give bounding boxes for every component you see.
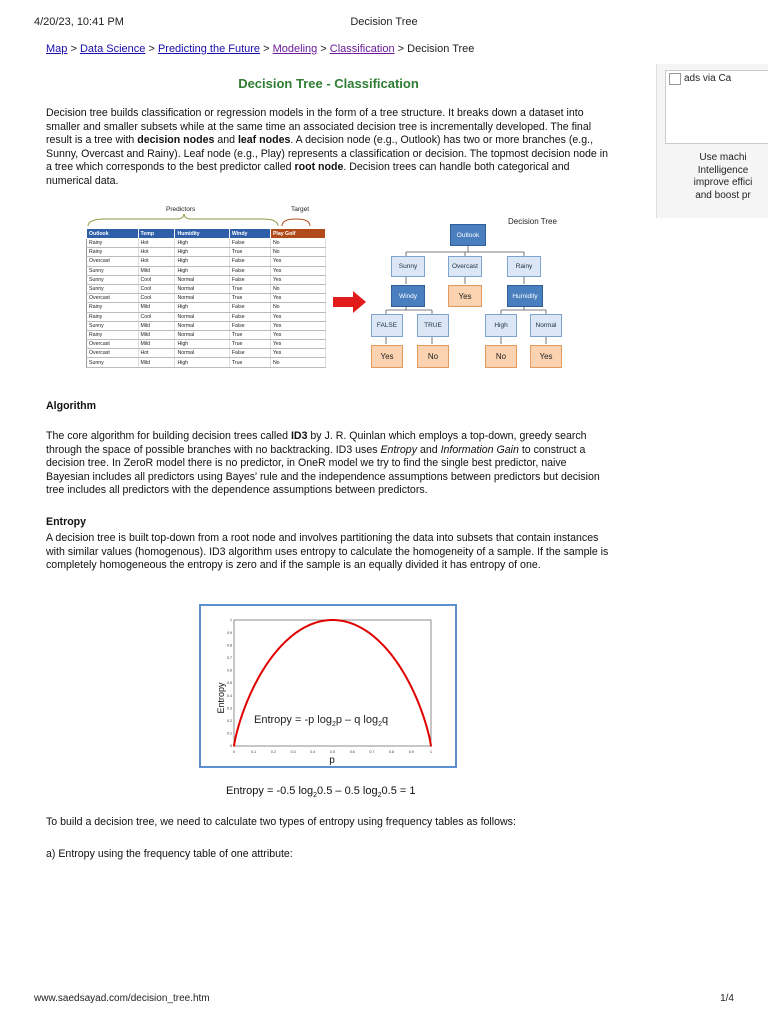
red-arrow-icon bbox=[333, 291, 367, 313]
table-cell: Hot bbox=[138, 239, 175, 248]
table-header: Play Golf bbox=[270, 229, 325, 239]
table-header: Humidity bbox=[175, 229, 229, 239]
algorithm-paragraph: The core algorithm for building decision trees called ID3 by J. R. Quinlan which employs a top-down, greedy search through the space of possible branches with no backtracking. ID3 uses Entropy and Information Gain to construct a decision tree. In ZeroR model there is no predictor, in OneR model we try to find the single best predictor, naive Bayesian includes all predictors using Bayes' rule and the independence assumptions between predictors but decision tree includes all predictors with the dependence assumptions between predictors. bbox=[46, 430, 600, 496]
algorithm-heading: Algorithm bbox=[46, 400, 97, 412]
data-point bbox=[332, 619, 334, 621]
tree-node-false: FALSE bbox=[371, 314, 403, 337]
table-cell: Sunny bbox=[87, 321, 139, 330]
table-row bbox=[87, 340, 326, 349]
tree-leaf: No bbox=[417, 345, 449, 368]
table-cell: False bbox=[229, 239, 270, 248]
data-point bbox=[253, 686, 255, 688]
x-tick-label: 0.8 bbox=[389, 750, 395, 754]
data-point bbox=[233, 745, 235, 747]
data-point bbox=[292, 634, 294, 636]
table-cell: False bbox=[229, 266, 270, 275]
table-cell: High bbox=[175, 257, 229, 266]
table-row bbox=[87, 330, 326, 339]
tree-title: Decision Tree bbox=[508, 217, 557, 226]
table-cell: Overcast bbox=[87, 349, 139, 358]
build-paragraph: To build a decision tree, we need to calculate two types of entropy using frequency tables as follows: bbox=[46, 816, 516, 828]
table-cell: Hot bbox=[138, 248, 175, 257]
tree-node-sunny: Sunny bbox=[391, 256, 425, 277]
table-row bbox=[87, 266, 326, 275]
table-cell: Normal bbox=[175, 275, 229, 284]
breadcrumb-item[interactable]: Modeling bbox=[272, 43, 318, 55]
tree-node-normal: Normal bbox=[530, 314, 562, 337]
table-row bbox=[87, 248, 326, 257]
table-cell: True bbox=[229, 284, 270, 293]
table-row bbox=[87, 303, 326, 312]
breadcrumb-separator: > bbox=[317, 43, 330, 55]
data-point bbox=[235, 735, 237, 737]
predictors-brace bbox=[86, 214, 326, 228]
page-number: 1/4 bbox=[720, 993, 734, 1004]
y-tick-label: 0.2 bbox=[227, 719, 232, 723]
table-cell: True bbox=[229, 248, 270, 257]
table-cell: False bbox=[229, 303, 270, 312]
y-tick-label: 0.9 bbox=[227, 630, 232, 635]
page-title: Decision Tree - Classification bbox=[238, 76, 419, 91]
table-cell: Overcast bbox=[87, 340, 139, 349]
ad-line: Intelligence bbox=[697, 164, 749, 176]
breadcrumb-item: Decision Tree bbox=[407, 43, 475, 55]
table-cell: Yes bbox=[270, 266, 325, 275]
x-tick-label: 0.1 bbox=[251, 750, 257, 754]
table-cell: True bbox=[229, 294, 270, 303]
ad-line: improve effici bbox=[693, 177, 753, 188]
y-tick-label: 0.5 bbox=[227, 681, 232, 686]
table-cell: Sunny bbox=[87, 266, 139, 275]
breadcrumb-separator: > bbox=[394, 43, 408, 55]
entropy-chart bbox=[199, 604, 457, 768]
table-cell: Cool bbox=[138, 275, 175, 284]
tree-leaf-overcast: Yes bbox=[448, 285, 482, 307]
table-cell: Mild bbox=[138, 330, 175, 339]
table-row bbox=[87, 312, 326, 321]
x-tick-label: 0.9 bbox=[408, 750, 414, 754]
data-point bbox=[420, 709, 422, 711]
table-cell: False bbox=[229, 312, 270, 321]
entropy-formula: Entropy = -p $\log_2p$ – q $\log_2q$ bbox=[254, 714, 389, 728]
table-header: Outlook bbox=[87, 229, 139, 239]
tree-node-humidity: Humidity bbox=[507, 285, 543, 307]
entropy-equation: Entropy = -0.5 $\log_20.5 - 0.5$ $\log_20.5 = 1$ bbox=[226, 785, 416, 800]
print-footer bbox=[34, 993, 734, 1004]
table-cell: True bbox=[229, 340, 270, 349]
y-tick-label: 0.7 bbox=[227, 656, 232, 660]
table-cell: Yes bbox=[270, 312, 325, 321]
ad-line: Use machi bbox=[699, 152, 747, 163]
table-cell: Mild bbox=[138, 303, 175, 312]
golf-dataset-table bbox=[86, 228, 326, 368]
table-cell: Rainy bbox=[87, 312, 139, 321]
y-tick-label: 0.8 bbox=[227, 643, 232, 648]
table-cell: Overcast bbox=[87, 257, 139, 266]
tree-node-windy: Windy bbox=[391, 285, 425, 307]
table-cell: Normal bbox=[175, 321, 229, 330]
breadcrumb-separator: > bbox=[67, 43, 80, 55]
y-tick-label: 0.4 bbox=[227, 693, 232, 698]
x-tick-label: 0.7 bbox=[369, 750, 375, 754]
tree-leaf: No bbox=[485, 345, 517, 368]
breadcrumb-separator: > bbox=[145, 43, 158, 55]
table-cell: Yes bbox=[270, 330, 325, 339]
tree-node-true: TRUE bbox=[417, 314, 449, 337]
data-point bbox=[351, 623, 353, 625]
table-row bbox=[87, 294, 326, 303]
x-tick-label: 0.6 bbox=[349, 750, 355, 754]
footer-url: www.saedsayad.com/decision_tree.htm bbox=[34, 993, 210, 1004]
x-tick-label: 0 bbox=[233, 750, 235, 754]
tree-leaf: Yes bbox=[371, 345, 403, 368]
item-a: a) Entropy using the frequency table of one attribute: bbox=[46, 848, 293, 860]
y-tick-label: 0.3 bbox=[227, 706, 232, 711]
breadcrumb-item[interactable]: Predicting the Future bbox=[157, 43, 261, 55]
table-cell: Yes bbox=[270, 294, 325, 303]
table-header: Windy bbox=[229, 229, 270, 239]
table-cell: No bbox=[270, 284, 325, 293]
table-cell: False bbox=[229, 321, 270, 330]
x-tick-label: 0.5 bbox=[330, 750, 335, 754]
table-cell: Yes bbox=[270, 340, 325, 349]
table-cell: Cool bbox=[138, 294, 175, 303]
intro-paragraph: Decision tree builds classification or regression models in the form of a tree structure. It breaks down a dataset into smaller and smaller subsets while at the same time an associated decision tree is incrementally developed. The final result is a tree with decision nodes and leaf nodes. A decision node (e.g., Outlook) has two or more branches (e.g., Sunny, Overcast and Rainy). Leaf node (e.g., Play) represents a classification or decision. The topmost decision node in a tree which corresponds to the best predictor called root node. Decision trees can handle both categorical and numerical data. bbox=[46, 107, 608, 187]
table-row bbox=[87, 349, 326, 358]
table-cell: High bbox=[175, 358, 229, 367]
table-row bbox=[87, 284, 326, 293]
print-title: Decision Tree bbox=[350, 16, 418, 28]
ad-description[interactable] bbox=[663, 152, 768, 202]
table-cell: False bbox=[229, 275, 270, 284]
table-cell: Hot bbox=[138, 257, 175, 266]
ad-panel[interactable] bbox=[656, 64, 768, 218]
table-row bbox=[87, 275, 326, 284]
table-cell: True bbox=[229, 358, 270, 367]
table-cell: Cool bbox=[138, 312, 175, 321]
data-point bbox=[312, 623, 314, 625]
predictors-label: Predictors bbox=[166, 206, 196, 213]
y-tick-label: 0 bbox=[230, 744, 232, 749]
table-cell: False bbox=[229, 257, 270, 266]
table-cell: No bbox=[270, 303, 325, 312]
x-tick-label: 1 bbox=[430, 750, 432, 754]
breadcrumb bbox=[46, 43, 474, 55]
y-tick-label: 0.6 bbox=[227, 668, 232, 673]
y-tick-label: 1 bbox=[230, 618, 232, 623]
data-point bbox=[430, 745, 432, 747]
table-cell: Rainy bbox=[87, 248, 139, 257]
tree-leaf: Yes bbox=[530, 345, 562, 368]
table-cell: High bbox=[175, 303, 229, 312]
data-point bbox=[411, 686, 413, 688]
table-cell: Sunny bbox=[87, 275, 139, 284]
table-cell: True bbox=[229, 330, 270, 339]
table-cell: Mild bbox=[138, 340, 175, 349]
table-cell: Normal bbox=[175, 284, 229, 293]
breadcrumb-separator: > bbox=[260, 43, 273, 55]
table-cell: No bbox=[270, 239, 325, 248]
breadcrumb-item[interactable]: Classification bbox=[329, 43, 395, 55]
table-cell: Normal bbox=[175, 294, 229, 303]
table-cell: High bbox=[175, 340, 229, 349]
data-point bbox=[273, 654, 275, 656]
table-cell: No bbox=[270, 358, 325, 367]
table-header: Temp bbox=[138, 229, 175, 239]
table-cell: Rainy bbox=[87, 239, 139, 248]
tree-node-rainy: Rainy bbox=[507, 256, 541, 277]
entropy-heading: Entropy bbox=[46, 516, 87, 528]
table-cell: Sunny bbox=[87, 358, 139, 367]
table-cell: Yes bbox=[270, 275, 325, 284]
data-point bbox=[391, 654, 393, 656]
target-label: Target bbox=[291, 206, 310, 213]
table-cell: Yes bbox=[270, 321, 325, 330]
table-cell: Mild bbox=[138, 358, 175, 367]
entropy-paragraph: A decision tree is built top-down from a root node and involves partitioning the data into subsets that contain instances with similar values (homogenous). ID3 algorithm uses entropy to calculate the homogeneity of a sample. If the sample is completely homogeneous the entropy is zero and if the sample is an equally divided it has entropy of one. bbox=[46, 532, 609, 571]
data-point bbox=[243, 709, 245, 711]
x-tick-label: 0.4 bbox=[310, 750, 316, 754]
decision-tree-figure bbox=[86, 204, 596, 374]
table-row bbox=[87, 321, 326, 330]
table-cell: Hot bbox=[138, 349, 175, 358]
x-tick-label: 0.2 bbox=[270, 750, 276, 754]
table-cell: Yes bbox=[270, 349, 325, 358]
table-cell: High bbox=[175, 248, 229, 257]
x-axis-label: p bbox=[329, 755, 335, 766]
print-date: 4/20/23, 10:41 PM bbox=[34, 16, 124, 28]
y-axis-label: Entropy bbox=[216, 682, 226, 714]
table-cell: Mild bbox=[138, 266, 175, 275]
table-cell: No bbox=[270, 248, 325, 257]
table-cell: Rainy bbox=[87, 303, 139, 312]
table-cell: Sunny bbox=[87, 284, 139, 293]
data-point bbox=[428, 735, 430, 737]
tree-node-overcast: Overcast bbox=[448, 256, 482, 277]
table-cell: Normal bbox=[175, 349, 229, 358]
table-cell: Mild bbox=[138, 321, 175, 330]
broken-image-icon bbox=[669, 73, 681, 85]
table-cell: High bbox=[175, 266, 229, 275]
table-row bbox=[87, 358, 326, 367]
ad-line: and boost pr bbox=[695, 189, 751, 201]
table-cell: Cool bbox=[138, 284, 175, 293]
tree-node-root: Outlook bbox=[450, 224, 486, 246]
table-cell: Yes bbox=[270, 257, 325, 266]
breadcrumb-item[interactable]: Data Science bbox=[79, 43, 146, 55]
table-row bbox=[87, 239, 326, 248]
data-point bbox=[371, 634, 373, 636]
table-cell: Normal bbox=[175, 312, 229, 321]
ad-frame-text: ads via Ca bbox=[684, 73, 732, 84]
ad-image[interactable] bbox=[665, 70, 768, 144]
table-cell: Normal bbox=[175, 330, 229, 339]
tree-node-high: High bbox=[485, 314, 517, 337]
table-cell: False bbox=[229, 349, 270, 358]
entropy-chart-svg bbox=[201, 606, 455, 766]
x-tick-label: 0.3 bbox=[290, 750, 296, 754]
table-row bbox=[87, 257, 326, 266]
breadcrumb-item[interactable]: Map bbox=[46, 43, 68, 55]
table-cell: Rainy bbox=[87, 330, 139, 339]
table-cell: High bbox=[175, 239, 229, 248]
table-cell: Overcast bbox=[87, 294, 139, 303]
y-tick-label: 0.1 bbox=[227, 731, 232, 736]
